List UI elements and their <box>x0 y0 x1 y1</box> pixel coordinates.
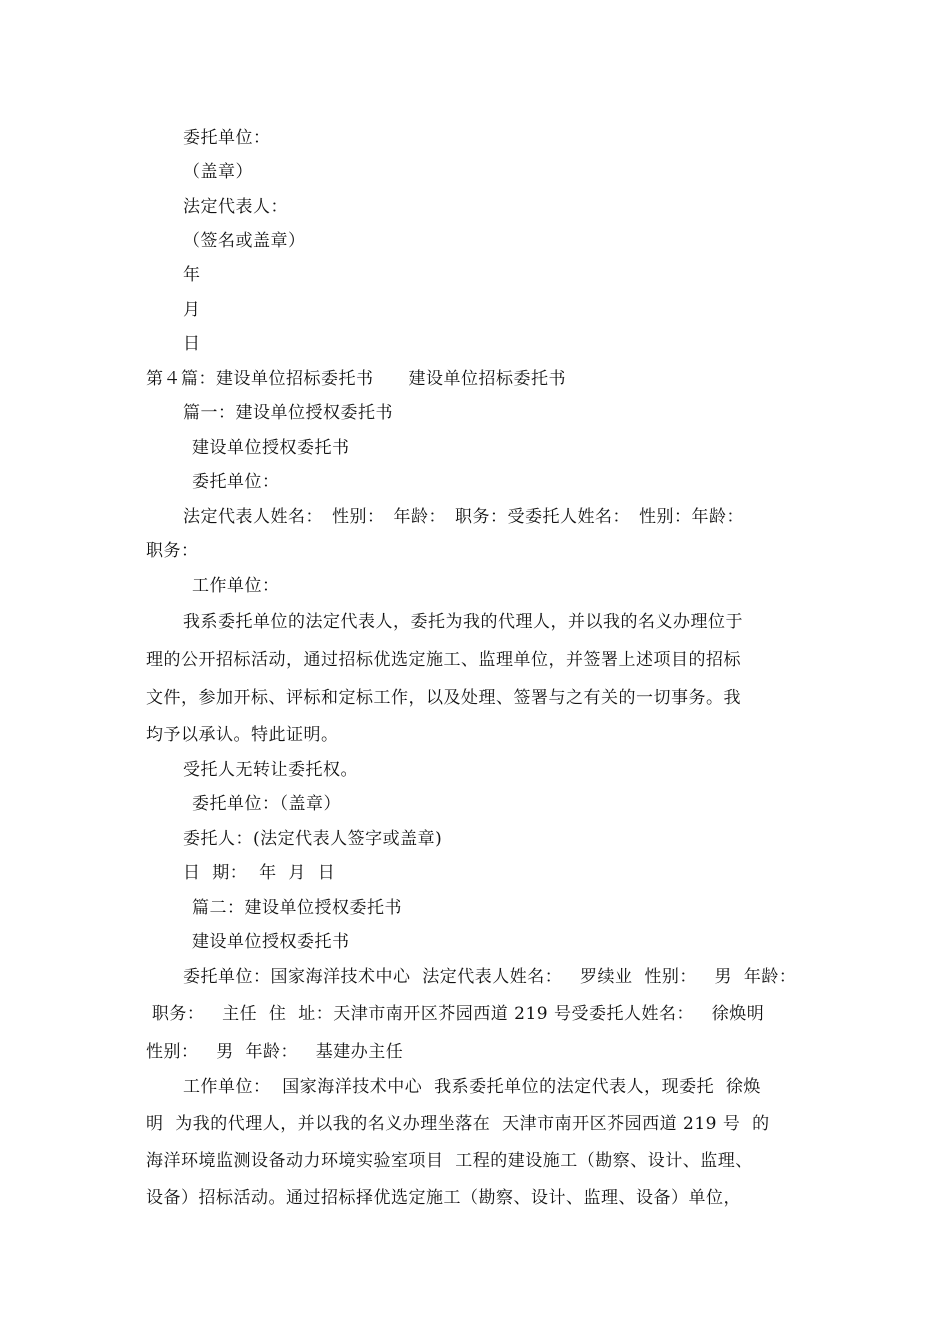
text-line-27: 性别： 男 年龄： 基建办主任 <box>146 1042 404 1062</box>
section-heading: 第４篇：建设单位招标委托书 建设单位招标委托书 <box>146 369 566 389</box>
text-line-24: 建设单位授权委托书 <box>192 932 350 952</box>
text-line-21: 委托人：(法定代表人签字或盖章) <box>183 829 443 849</box>
text-line-23: 篇二：建设单位授权委托书 <box>192 898 402 918</box>
text-line-19: 受托人无转让委托权。 <box>183 760 358 780</box>
text-line-16: 理的公开招标活动，通过招标优选定施工、监理单位，并签署上述项目的招标 <box>146 650 741 670</box>
text-line-13: 职务： <box>146 541 199 561</box>
text-line-7: 日 <box>183 334 201 354</box>
text-line-15: 我系委托单位的法定代表人，委托为我的代理人，并以我的名义办理位于 <box>183 612 743 632</box>
text-line-14: 工作单位： <box>192 576 280 596</box>
text-line-4: （签名或盖章） <box>183 231 306 251</box>
text-line-10: 建设单位授权委托书 <box>192 438 350 458</box>
text-line-2: （盖章） <box>183 162 253 182</box>
text-line-26: 职务： 主任 住 址：天津市南开区芥园西道 219 号受委托人姓名： 徐焕明 <box>146 1004 765 1024</box>
text-line-18: 均予以承认。特此证明。 <box>146 725 339 745</box>
text-line-5: 年 <box>183 265 201 285</box>
text-line-29: 明 为我的代理人，并以我的名义办理坐落在 天津市南开区芥园西道 219 号 的 <box>146 1114 770 1134</box>
text-line-20: 委托单位：（盖章） <box>192 794 341 814</box>
text-line-1: 委托单位： <box>183 128 271 148</box>
text-line-17: 文件，参加开标、评标和定标工作，以及处理、签署与之有关的一切事务。我 <box>146 688 741 708</box>
text-line-6: 月 <box>183 300 201 320</box>
text-line-3: 法定代表人： <box>183 197 288 217</box>
text-line-12: 法定代表人姓名： 性别： 年龄： 职务：受委托人姓名： 性别：年龄： <box>183 507 744 527</box>
text-line-25: 委托单位：国家海洋技术中心 法定代表人姓名： 罗续业 性别： 男 年龄： <box>183 967 797 987</box>
text-line-31: 设备）招标活动。通过招标择优选定施工（勘察、设计、监理、设备）单位， <box>146 1188 741 1208</box>
text-line-30: 海洋环境监测设备动力环境实验室项目 工程的建设施工（勘察、设计、监理、 <box>146 1151 753 1171</box>
text-line-22: 日 期： 年 月 日 <box>183 863 336 883</box>
text-line-11: 委托单位： <box>192 472 280 492</box>
text-line-28: 工作单位： 国家海洋技术中心 我系委托单位的法定代表人，现委托 徐焕 <box>183 1077 761 1097</box>
text-line-9: 篇一：建设单位授权委托书 <box>183 403 393 423</box>
